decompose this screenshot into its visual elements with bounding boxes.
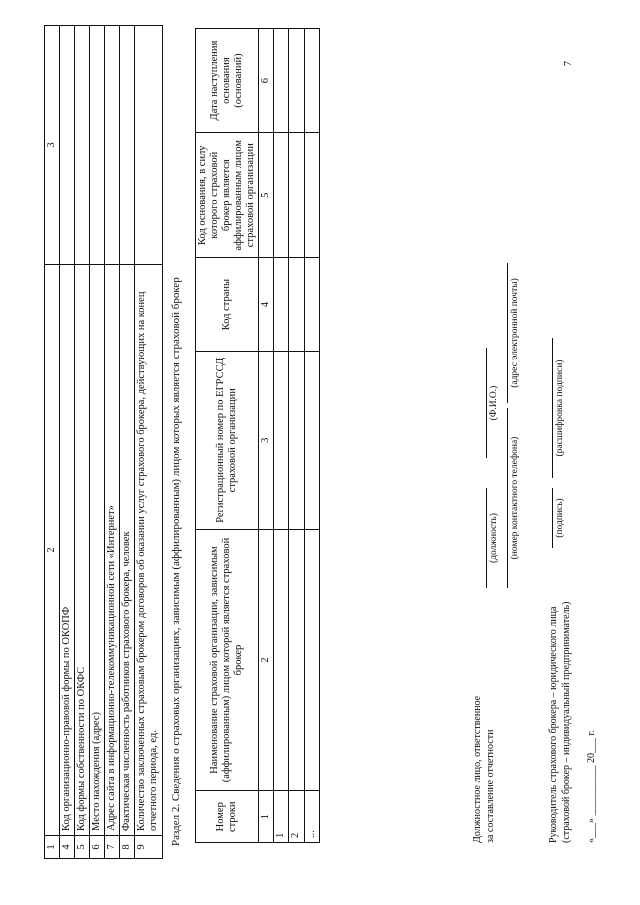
rotated-page-content (30, 28, 610, 878)
data-cell (289, 29, 304, 133)
column-number-row (259, 29, 274, 843)
row-number: 5 (75, 836, 90, 859)
header-cell: Номер строки (196, 791, 259, 843)
column-number: 5 (259, 133, 274, 258)
signature-line (552, 488, 553, 548)
row-number: 6 (90, 836, 105, 859)
table-row (135, 26, 162, 859)
table-row (304, 29, 319, 843)
row-number: 4 (60, 836, 75, 859)
data-cell (274, 133, 289, 258)
column-number: 3 (259, 351, 274, 529)
row-label: Код формы собственности по ОКФС (75, 265, 90, 836)
value-cell (75, 26, 90, 265)
header-cell: Дата наступления основания (оснований) (196, 29, 259, 133)
header-cell: 1 (45, 836, 60, 859)
affiliated-insurers-table (195, 28, 320, 843)
table-row (120, 26, 135, 859)
data-cell (274, 529, 289, 791)
value-cell (135, 26, 162, 265)
table-row (60, 26, 75, 859)
data-cell (289, 351, 304, 529)
header-cell: Код страны (196, 258, 259, 352)
header-cell: Регистрационный номер по ЕГРССД страховой организации (196, 351, 259, 529)
row-label: Количество заключенных страховым брокером договоров об оказании услуг страхового брокера, действующих на конец отчетного периода, ед. (135, 265, 162, 836)
row-label: Адрес сайта в информационно-телекоммуникационной сети «Интернет» (105, 265, 120, 836)
row-number: 2 (289, 791, 304, 843)
data-cell (289, 529, 304, 791)
value-cell (60, 26, 75, 265)
decoding-line (552, 338, 553, 478)
table-row (289, 29, 304, 843)
data-cell (274, 351, 289, 529)
data-cell (304, 351, 319, 529)
value-cell (120, 26, 135, 265)
data-cell (274, 258, 289, 352)
fio-line (486, 348, 487, 458)
responsible-person-label: Должностное лицо, ответственное (472, 695, 483, 843)
header-cell: 3 (45, 26, 60, 265)
responsible-person-label-2: за составление отчетности (485, 729, 496, 843)
email-caption: (адрес электронной почты) (510, 278, 520, 388)
value-cell (105, 26, 120, 265)
row-label: Место нахождения (адрес) (90, 265, 105, 836)
head-label-2: (страховой брокер – индивидуальный предприниматель) (561, 601, 572, 843)
header-cell: Наименование страховой организации, зависимым (аффилированным) лицом которой является страховой брокер (196, 529, 259, 791)
data-cell (304, 529, 319, 791)
phone-line (507, 408, 508, 588)
column-number: 2 (259, 529, 274, 791)
table-header-row (45, 26, 60, 859)
section-2-title: Раздел 2. Сведения о страховых организациях, зависимым (аффилированным) лицом которых является страховой брокер (170, 277, 182, 846)
header-cell: Код основания, в силу которого страховой брокер является аффилированным лицом страховой организации (196, 133, 259, 258)
table-row (75, 26, 90, 859)
row-label: Код организационно-правовой формы по ОКОПФ (60, 265, 75, 836)
fio-caption: (Ф.И.О.) (489, 385, 499, 421)
row-number: 8 (120, 836, 135, 859)
table-header-row (196, 29, 259, 843)
table-row (274, 29, 289, 843)
page-number: 7 (563, 61, 574, 66)
data-cell (289, 133, 304, 258)
row-number: ... (304, 791, 319, 843)
value-cell (90, 26, 105, 265)
position-caption: (должность) (489, 513, 499, 563)
table-row (105, 26, 120, 859)
data-cell (304, 133, 319, 258)
date-line: «___» __________ 20___ г. (586, 730, 597, 843)
header-cell: 2 (45, 265, 60, 836)
data-cell (304, 258, 319, 352)
head-label: Руководитель страхового брокера – юридического лица (548, 606, 559, 843)
table-row (90, 26, 105, 859)
email-line (507, 263, 508, 403)
row-label: Фактическая численность работников страхового брокера, человек (120, 265, 135, 836)
data-cell (289, 258, 304, 352)
decoding-caption: (расшифровка подписи) (555, 359, 565, 457)
column-number: 6 (259, 29, 274, 133)
row-number: 1 (274, 791, 289, 843)
row-number: 9 (135, 836, 162, 859)
signature-caption: (подпись) (555, 498, 565, 538)
data-cell (274, 29, 289, 133)
data-cell (304, 29, 319, 133)
row-number: 7 (105, 836, 120, 859)
phone-caption: (номер контактного телефона) (510, 436, 520, 560)
position-line (486, 488, 487, 588)
column-number: 4 (259, 258, 274, 352)
column-number: 1 (259, 791, 274, 843)
organization-info-table (44, 25, 163, 859)
